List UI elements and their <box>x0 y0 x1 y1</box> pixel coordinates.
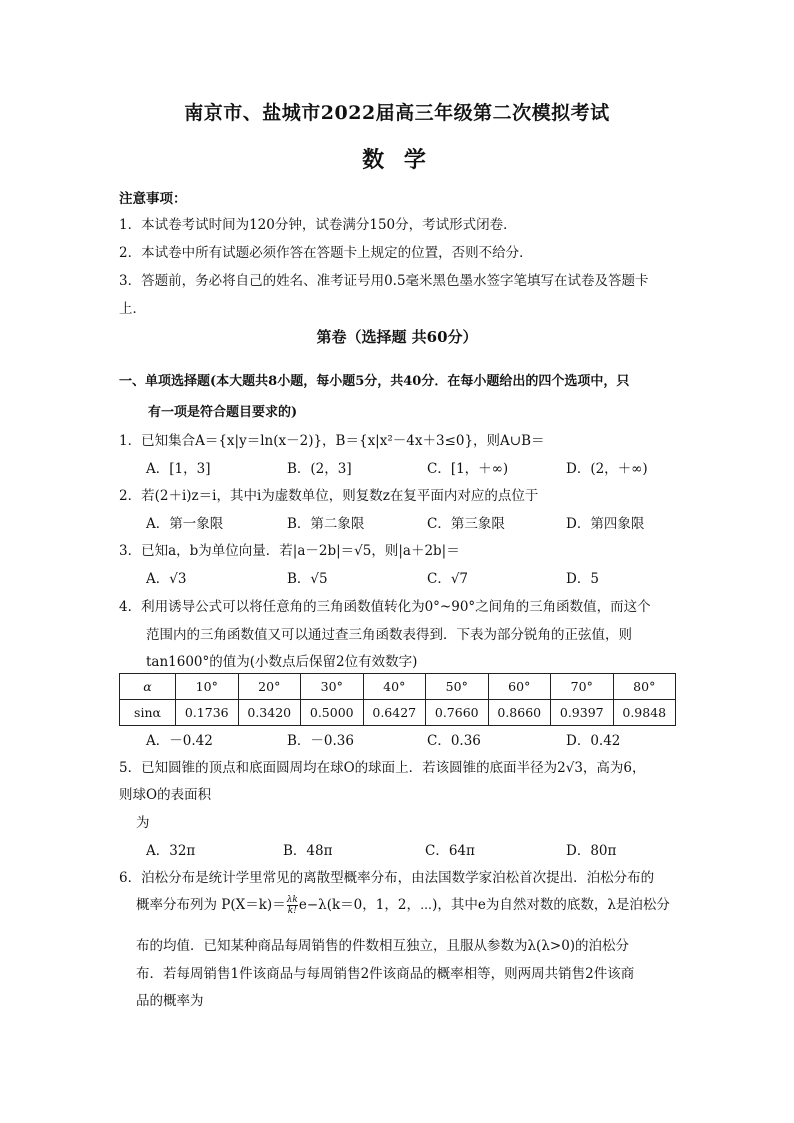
q6-line5: 品的概率为 <box>136 993 204 1009</box>
q6-line2-prefix: 概率分布列为 P(X＝k)＝ <box>136 897 286 913</box>
q6-line1: 6．泊松分布是统计学里常见的离散型概率分布，由法国数学家泊松首次提出．泊松分布的 <box>119 870 655 886</box>
table-row <box>120 700 676 726</box>
q1-option-a: A．[1，3] <box>146 461 211 477</box>
part1-title: 第卷（选择题 共60分） <box>316 328 478 346</box>
q6-line3: 布的均值．已知某种商品每周销售的件数相互独立，且服从参数为λ(λ>0)的泊松分 <box>136 938 630 954</box>
table-cell: 40° <box>363 674 426 700</box>
q1-option-d: D．(2，＋∞) <box>566 461 648 477</box>
table-cell: 0.6427 <box>363 700 426 726</box>
table-cell: 0.7660 <box>426 700 489 726</box>
q5-stem-line2: 则球O的表面积 <box>119 787 212 803</box>
q2-option-a: A．第一象限 <box>146 516 224 532</box>
q1-stem: 1．已知集合A＝{x|y＝ln(x－2)}，B＝{x|x²－4x＋3≤0}，则A∪B＝ <box>119 433 545 449</box>
subject-title: 数 学 <box>362 147 432 173</box>
q4-stem-line1: 4．利用诱导公式可以将任意角的三角函数值转化为0°~90°之间角的三角函数值，而这个 <box>119 599 651 615</box>
table-cell: 70° <box>551 674 614 700</box>
q5-option-c: C．64π <box>425 843 475 859</box>
q3-stem: 3．已知a，b为单位向量．若|a－2b|＝√5，则|a＋2b|＝ <box>119 543 460 559</box>
table-row-header: sinα <box>120 700 176 726</box>
fraction-denominator: k! <box>287 906 297 916</box>
table-cell: 0.8660 <box>488 700 551 726</box>
table-cell: 0.9848 <box>613 700 676 726</box>
q6-line2 <box>136 893 670 916</box>
sine-table <box>119 673 676 726</box>
section-heading-line2: 有一项是符合题目要求的) <box>148 405 298 420</box>
notice-item-3: 3．答题前，务必将自己的姓名、准考证号用0.5毫米黑色墨水签字笔填写在试卷及答题卡 <box>119 273 649 289</box>
table-cell: 0.9397 <box>551 700 614 726</box>
q4-option-b: B．－0.36 <box>287 733 354 749</box>
table-cell: 80° <box>613 674 676 700</box>
notice-heading: 注意事项： <box>119 191 187 207</box>
q1-option-b: B．(2，3] <box>287 461 352 477</box>
q3-option-c: C．√7 <box>427 571 469 587</box>
q6-line2-suffix: e−λ(k＝0，1，2，⋯)，其中e为自然对数的底数，λ是泊松分 <box>298 897 670 913</box>
table-cell: 50° <box>426 674 489 700</box>
q2-option-c: C．第三象限 <box>427 516 505 532</box>
notice-item-1: 1．本试卷考试时间为120分钟，试卷满分150分，考试形式闭卷． <box>119 217 517 233</box>
q3-option-b: B．√5 <box>287 571 328 587</box>
q5-option-d: D．80π <box>566 843 617 859</box>
q6-line4: 布．若每周销售1件该商品与每周销售2件该商品的概率相等，则两周共销售2件该商 <box>136 966 635 982</box>
q4-option-c: C．0.36 <box>427 733 481 749</box>
exam-title: 南京市、盐城市2022届高三年级第二次模拟考试 <box>184 102 610 124</box>
table-cell: 20° <box>238 674 301 700</box>
table-cell: 30° <box>301 674 364 700</box>
table-cell: 10° <box>176 674 239 700</box>
q4-stem-line3: tan1600°的值为(小数点后保留2位有效数字) <box>146 654 418 670</box>
q5-stem-line1: 5．已知圆锥的顶点和底面圆周均在球O的球面上．若该圆锥的底面半径为2√3，高为6， <box>119 760 646 776</box>
q4-stem-line2: 范围内的三角函数值又可以通过查三角函数表得到．下表为部分锐角的正弦值，则 <box>146 627 632 643</box>
q2-option-d: D．第四象限 <box>566 516 645 532</box>
q3-option-a: A．√3 <box>146 571 187 587</box>
q4-option-a: A．－0.42 <box>146 733 213 749</box>
notice-item-3-cont: 上． <box>119 301 146 317</box>
q2-option-b: B．第二象限 <box>287 516 365 532</box>
q5-stem-line3: 为 <box>136 815 150 831</box>
q5-option-b: B．48π <box>283 843 333 859</box>
table-row-header: α <box>120 674 176 700</box>
q5-option-a: A．32π <box>146 843 196 859</box>
q4-option-d: D．0.42 <box>566 733 621 749</box>
notice-item-2: 2．本试卷中所有试题必须作答在答题卡上规定的位置，否则不给分． <box>119 245 533 261</box>
q2-stem: 2．若(2＋i)z＝i，其中i为虚数单位，则复数z在复平面内对应的点位于 <box>119 488 539 504</box>
fraction-numerator: λk <box>286 895 298 905</box>
table-cell: 60° <box>488 674 551 700</box>
poisson-fraction <box>287 895 298 916</box>
q1-option-c: C．[1，＋∞) <box>427 461 509 477</box>
q3-option-d: D．5 <box>566 571 599 587</box>
table-row <box>120 674 676 700</box>
section-heading-line1: 一、单项选择题(本大题共8小题，每小题5分，共40分．在每小题给出的四个选项中，只 <box>119 374 630 389</box>
table-cell: 0.3420 <box>238 700 301 726</box>
table-cell: 0.5000 <box>301 700 364 726</box>
table-cell: 0.1736 <box>176 700 239 726</box>
